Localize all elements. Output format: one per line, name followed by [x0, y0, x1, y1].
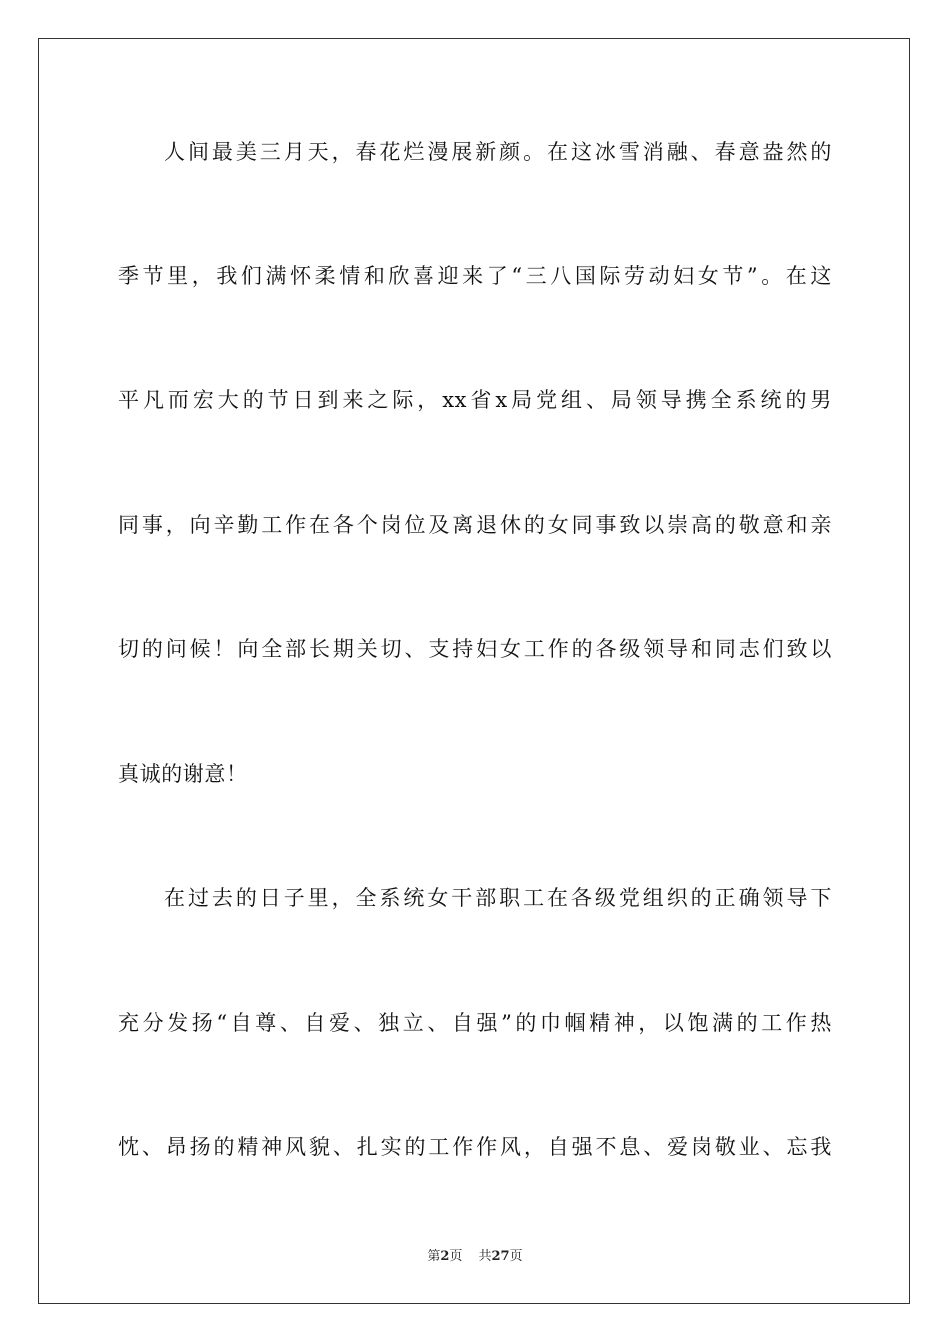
paragraph-line-5: 切的问候！向全部长期关切、支持妇女工作的各级领导和同志们致以: [118, 637, 832, 661]
paragraph-line-1: 人间最美三月天，春花烂漫展新颜。在这冰雪消融、春意盎然的: [164, 140, 832, 164]
page-prefix: 第: [427, 1249, 441, 1264]
page-footer: [0, 1248, 950, 1266]
total-prefix: 共: [478, 1249, 492, 1264]
page-total: 27: [491, 1249, 510, 1264]
page-suffix: 页: [449, 1249, 463, 1264]
page-border: [38, 38, 910, 1304]
page-current: 2: [440, 1249, 450, 1264]
paragraph-line-7: 在过去的日子里，全系统女干部职工在各级党组织的正确领导下: [164, 886, 832, 910]
total-suffix: 页: [509, 1249, 523, 1264]
paragraph-line-2: 季节里，我们满怀柔情和欣喜迎来了“三八国际劳动妇女节”。在这: [118, 264, 832, 288]
paragraph-line-4: 同事，向辛勤工作在各个岗位及离退休的女同事致以崇高的敬意和亲: [118, 513, 832, 537]
paragraph-line-6: 真诚的谢意！: [118, 762, 248, 786]
paragraph-line-3: 平凡而宏大的节日到来之际，xx省x局党组、局领导携全系统的男: [118, 388, 832, 412]
paragraph-line-8: 充分发扬“自尊、自爱、独立、自强”的巾帼精神，以饱满的工作热: [118, 1011, 832, 1035]
paragraph-line-9: 忱、昂扬的精神风貌、扎实的工作作风，自强不息、爱岗敬业、忘我: [118, 1135, 832, 1159]
